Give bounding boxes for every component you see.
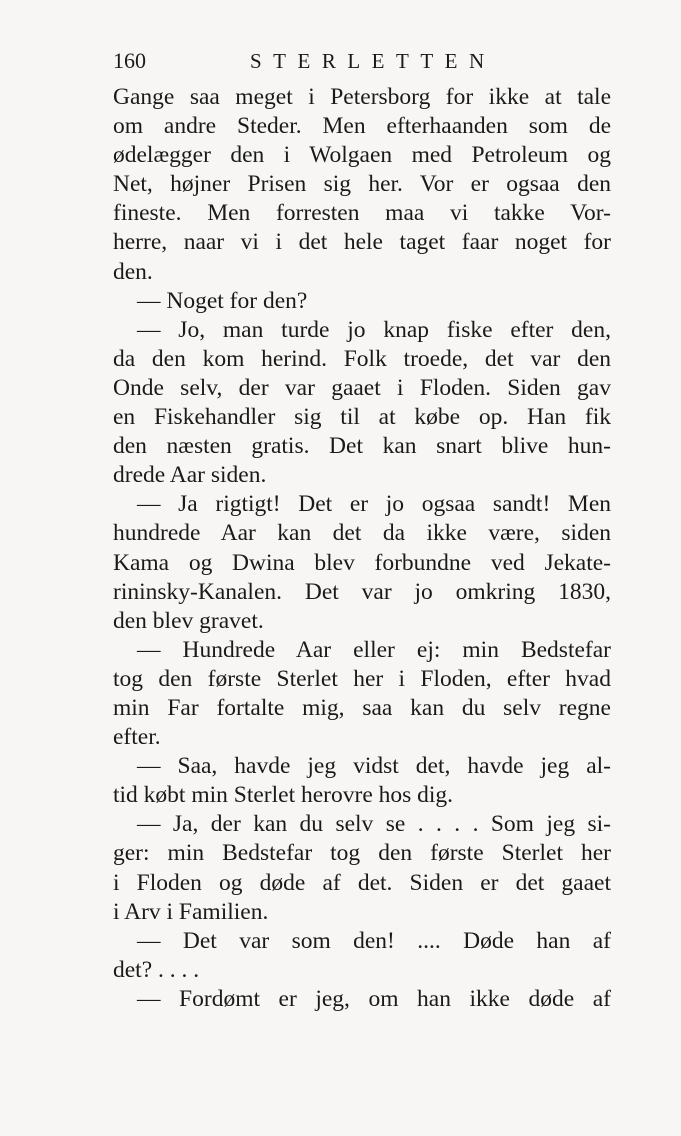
running-title: STERLETTEN (250, 49, 496, 73)
page-number: 160 (113, 48, 146, 73)
text-line: efter. (113, 724, 161, 751)
text-line: den. (113, 258, 153, 285)
text-line: herre, naar vi i det hele taget faar noget for (113, 229, 611, 256)
text-line: hundrede Aar kan det da ikke være, siden (113, 520, 611, 547)
dialogue-line: — Det var som den! .... Døde han af (137, 927, 611, 954)
text-line: i Arv i Familien. (113, 898, 269, 925)
dialogue-line: — Hundrede Aar eller ej: min Bedstefar (137, 636, 611, 663)
text-line: tid købt min Sterlet herovre hos dig. (113, 782, 454, 809)
text-line: i Floden og døde af det. Siden er det gaaet (113, 869, 611, 896)
dialogue-line: — Saa, havde jeg vidst det, havde jeg al- (137, 753, 611, 780)
text-line: Gange saa meget i Petersborg for ikke at tale (113, 84, 611, 110)
text-line: rininsky-Kanalen. Det var jo omkring 1830, (113, 578, 611, 605)
text-line: da den kom herind. Folk troede, det var den (113, 345, 611, 372)
text-line: om andre Steder. Men efterhaanden som de (113, 113, 611, 140)
page-header (113, 44, 613, 78)
text-line: ødelægger den i Wolgaen med Petroleum og (113, 142, 611, 169)
text-line: min Far fortalte mig, saa kan du selv regne (113, 694, 611, 721)
dialogue-line: — Ja rigtigt! Det er jo ogsaa sandt! Men (137, 491, 611, 518)
dialogue-line: — Fordømt er jeg, om han ikke døde af (137, 985, 611, 1012)
text-line: Net, højner Prisen sig her. Vor er ogsaa den (113, 171, 611, 198)
text-line: Onde selv, der var gaaet i Floden. Siden gav (113, 374, 611, 401)
text-line: fineste. Men forresten maa vi takke Vor- (113, 200, 611, 227)
dialogue-line: — Jo, man turde jo knap fiske efter den, (137, 316, 611, 343)
text-line: tog den første Sterlet her i Floden, efter hvad (113, 665, 611, 692)
text-line: en Fiskehandler sig til at købe op. Han fik (113, 404, 611, 431)
text-line: den blev gravet. (113, 607, 264, 634)
text-line: drede Aar siden. (113, 462, 267, 489)
text-line: den næsten gratis. Det kan snart blive hun- (113, 433, 611, 460)
text-line: det? . . . . (113, 956, 200, 983)
body-text (113, 83, 611, 1014)
dialogue-line: — Noget for den? (137, 287, 308, 314)
text-line: ger: min Bedstefar tog den første Sterlet her (113, 840, 611, 867)
dialogue-line: — Ja, der kan du selv se . . . . Som jeg si- (137, 811, 611, 838)
text-line: Kama og Dwina blev forbundne ved Jekate- (113, 549, 611, 576)
